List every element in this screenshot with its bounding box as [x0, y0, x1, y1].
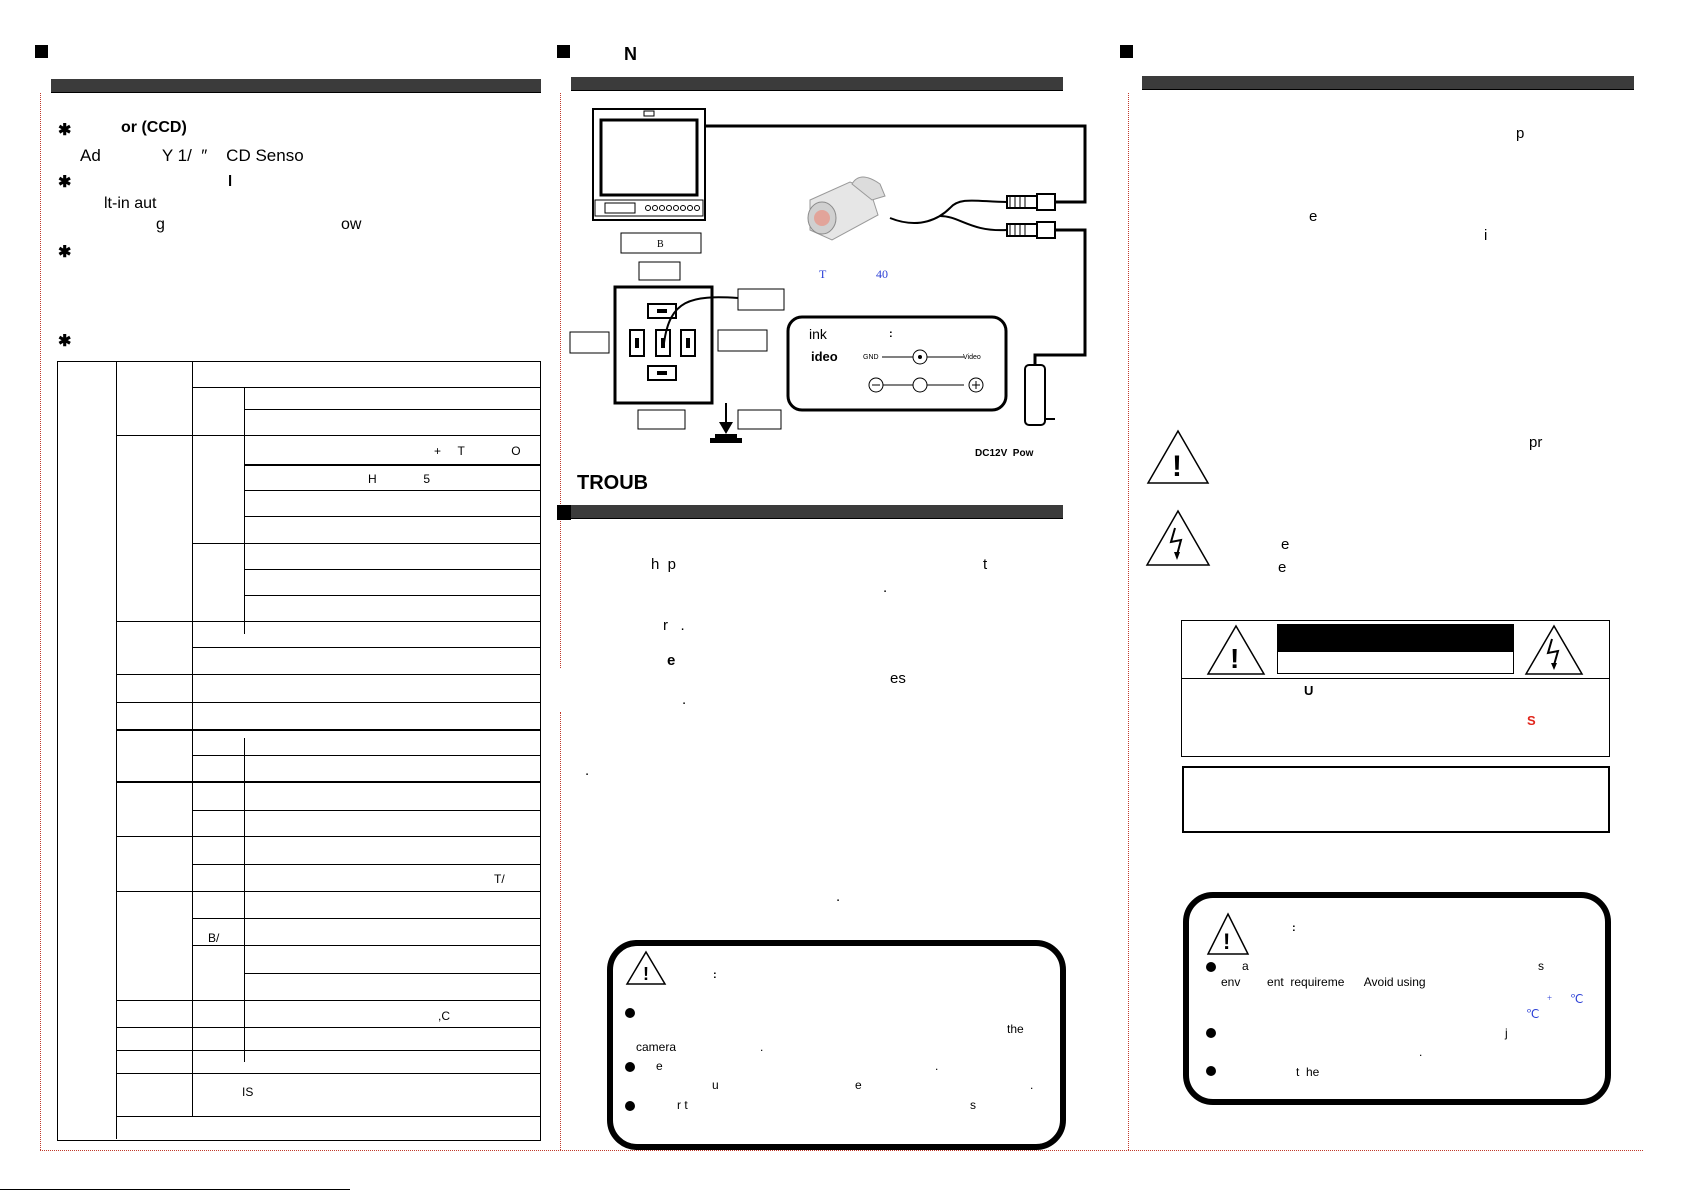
attention-text-blue: ℃ [1526, 1007, 1540, 1021]
link-title-a: ink [809, 326, 827, 342]
attention-bullet [1206, 962, 1216, 972]
svg-text:!: ! [1223, 929, 1231, 954]
feature-bullet-3: ✱ [58, 244, 72, 261]
attention-text: j [1505, 1026, 1508, 1040]
trouble-text: . [585, 762, 590, 779]
divider-mid-2 [1128, 93, 1129, 1150]
header-bar-3 [1142, 76, 1634, 90]
trouble-text: r . [663, 617, 685, 634]
table-line [116, 1050, 540, 1051]
table-line [244, 437, 245, 634]
table-line [244, 973, 540, 974]
caution-text-red: S [1527, 713, 1536, 728]
bnc-connector-icon [1007, 222, 1055, 238]
col3-text: e [1281, 536, 1290, 553]
col3-text: i [1484, 227, 1488, 244]
feature-2-line-2b: ow [341, 216, 362, 233]
notice-bullet [625, 1008, 635, 1018]
ground-arrow-icon [710, 403, 742, 443]
attention-title: : [1292, 922, 1296, 934]
camera-icon [808, 177, 885, 240]
lightning-triangle-icon [1144, 508, 1212, 568]
warning-triangle-icon [625, 950, 667, 986]
col3-text: e [1309, 208, 1318, 225]
trouble-text: . [682, 691, 687, 708]
notice-text: e [656, 1059, 663, 1073]
attention-text: a [1242, 959, 1249, 973]
table-line [244, 464, 540, 466]
attention-text-blue: + [1547, 993, 1553, 1003]
bnc-connector-icon [1007, 194, 1055, 210]
notice-title: : [713, 969, 717, 981]
attention-text-blue: ℃ [1570, 992, 1584, 1006]
table-line [244, 409, 540, 410]
header-bar-trouble [557, 505, 1063, 519]
table-line [192, 755, 540, 756]
col3-text: pr [1529, 434, 1543, 451]
table-line [116, 702, 540, 703]
header-bar-2 [571, 77, 1063, 91]
table-line [192, 918, 540, 919]
table-line [116, 1116, 540, 1117]
table-line [116, 435, 540, 436]
spec-table [57, 361, 541, 1141]
trouble-heading: TROUB [577, 472, 649, 494]
feature-2-title: l [228, 173, 233, 190]
table-line [192, 387, 540, 388]
feature-bullet-4: ✱ [58, 333, 72, 350]
table-line [116, 1027, 540, 1028]
divider-mid-1b [560, 712, 561, 1150]
table-cell-text: T/ [494, 872, 505, 886]
feature-1-title: or (CCD) [121, 119, 187, 136]
notice-text: e [855, 1078, 862, 1092]
video-small-label: Video [963, 354, 981, 361]
warning-triangle-icon [1206, 912, 1250, 956]
notice-text: r t [677, 1098, 688, 1112]
monitor-icon [593, 109, 705, 220]
gnd-label: GND [863, 354, 879, 361]
trouble-text: es [890, 670, 906, 687]
table-line [244, 595, 540, 596]
notice-text: s [970, 1098, 976, 1112]
camera-caption-a: T [819, 267, 827, 281]
power-label: DC12V Pow [975, 448, 1034, 459]
table-line [192, 810, 540, 811]
table-line [116, 1073, 540, 1074]
divider-left [40, 93, 41, 1150]
attention-text: s [1538, 959, 1544, 973]
attention-text: . [1419, 1045, 1423, 1059]
section-marker-3 [1120, 45, 1133, 58]
table-line [244, 516, 540, 517]
table-line [192, 864, 540, 865]
svg-text:!: ! [1172, 450, 1182, 483]
video-label: ideo [811, 349, 838, 364]
svg-text:!: ! [1230, 643, 1240, 674]
svg-text:!: ! [643, 964, 649, 984]
feature-2-line-2a: g [156, 216, 165, 233]
table-line [192, 945, 540, 946]
table-cell-text: IS [242, 1085, 254, 1099]
table-line [192, 647, 540, 648]
attention-text: env ent requireme Avoid using [1221, 975, 1426, 989]
camera-caption-b: 40 [876, 267, 888, 281]
warning-triangle-icon [1205, 623, 1267, 677]
power-adapter-icon [1025, 365, 1055, 425]
table-line [116, 674, 540, 675]
feature-2-line-1: lt-in aut [104, 195, 157, 212]
table-line [116, 729, 540, 731]
feature-bullet-1: ✱ [58, 122, 72, 139]
table-line [244, 569, 540, 570]
link-title-b: : [889, 328, 893, 340]
monitor-label: B [657, 239, 664, 250]
trouble-bar-tab [557, 505, 571, 520]
notice-text: camera [636, 1040, 677, 1054]
table-line [244, 738, 245, 1062]
table-cell-text: H 5 [368, 472, 431, 486]
attention-bullet [1206, 1028, 1216, 1038]
connection-diagram [560, 100, 1120, 470]
table-line [116, 891, 540, 892]
caution-black-band [1277, 624, 1514, 651]
table-line [192, 543, 540, 544]
table-cell-text: B/ [208, 931, 220, 945]
notice-text: . [760, 1040, 764, 1054]
section-2-title: N [624, 44, 637, 64]
caution-white-band [1277, 651, 1514, 674]
caution-box-divider [1181, 678, 1610, 679]
col3-text: p [1516, 125, 1525, 142]
notice-text: u [712, 1078, 719, 1092]
attention-bullet [1206, 1066, 1216, 1076]
table-line [116, 362, 117, 1139]
table-cell-text: + T O [434, 444, 521, 458]
section-marker-2 [557, 45, 570, 58]
warning-triangle-icon [1145, 428, 1211, 486]
table-line [116, 1000, 540, 1001]
trouble-text: h p [651, 556, 677, 573]
table-cell-text: ,C [438, 1009, 450, 1023]
trouble-text: e [667, 652, 676, 669]
header-bar-1 [51, 79, 541, 93]
notice-bullet [625, 1062, 635, 1072]
notice-text: . [1030, 1078, 1034, 1092]
table-line [244, 490, 540, 491]
caution-text: U [1304, 683, 1314, 698]
lightning-triangle-icon [1523, 623, 1585, 677]
section-marker-1 [35, 45, 48, 58]
trouble-text: . [883, 579, 888, 596]
table-line [116, 781, 540, 783]
feature-bullet-2: ✱ [58, 174, 72, 191]
table-line [116, 836, 540, 837]
trouble-text: t [983, 556, 988, 573]
footer-rule [0, 1189, 350, 1190]
divider-bottom [40, 1150, 1643, 1151]
table-line [116, 621, 540, 622]
col3-text: e [1278, 559, 1287, 576]
info-box [1182, 766, 1610, 833]
trouble-text: . [836, 888, 841, 905]
attention-text: t he [1296, 1065, 1320, 1079]
table-line [192, 362, 193, 1117]
notice-text: the [1007, 1022, 1024, 1036]
feature-1-text: Ad Y 1/ ″ CD Senso [80, 146, 304, 165]
notice-bullet [625, 1101, 635, 1111]
notice-text: . [935, 1059, 939, 1073]
